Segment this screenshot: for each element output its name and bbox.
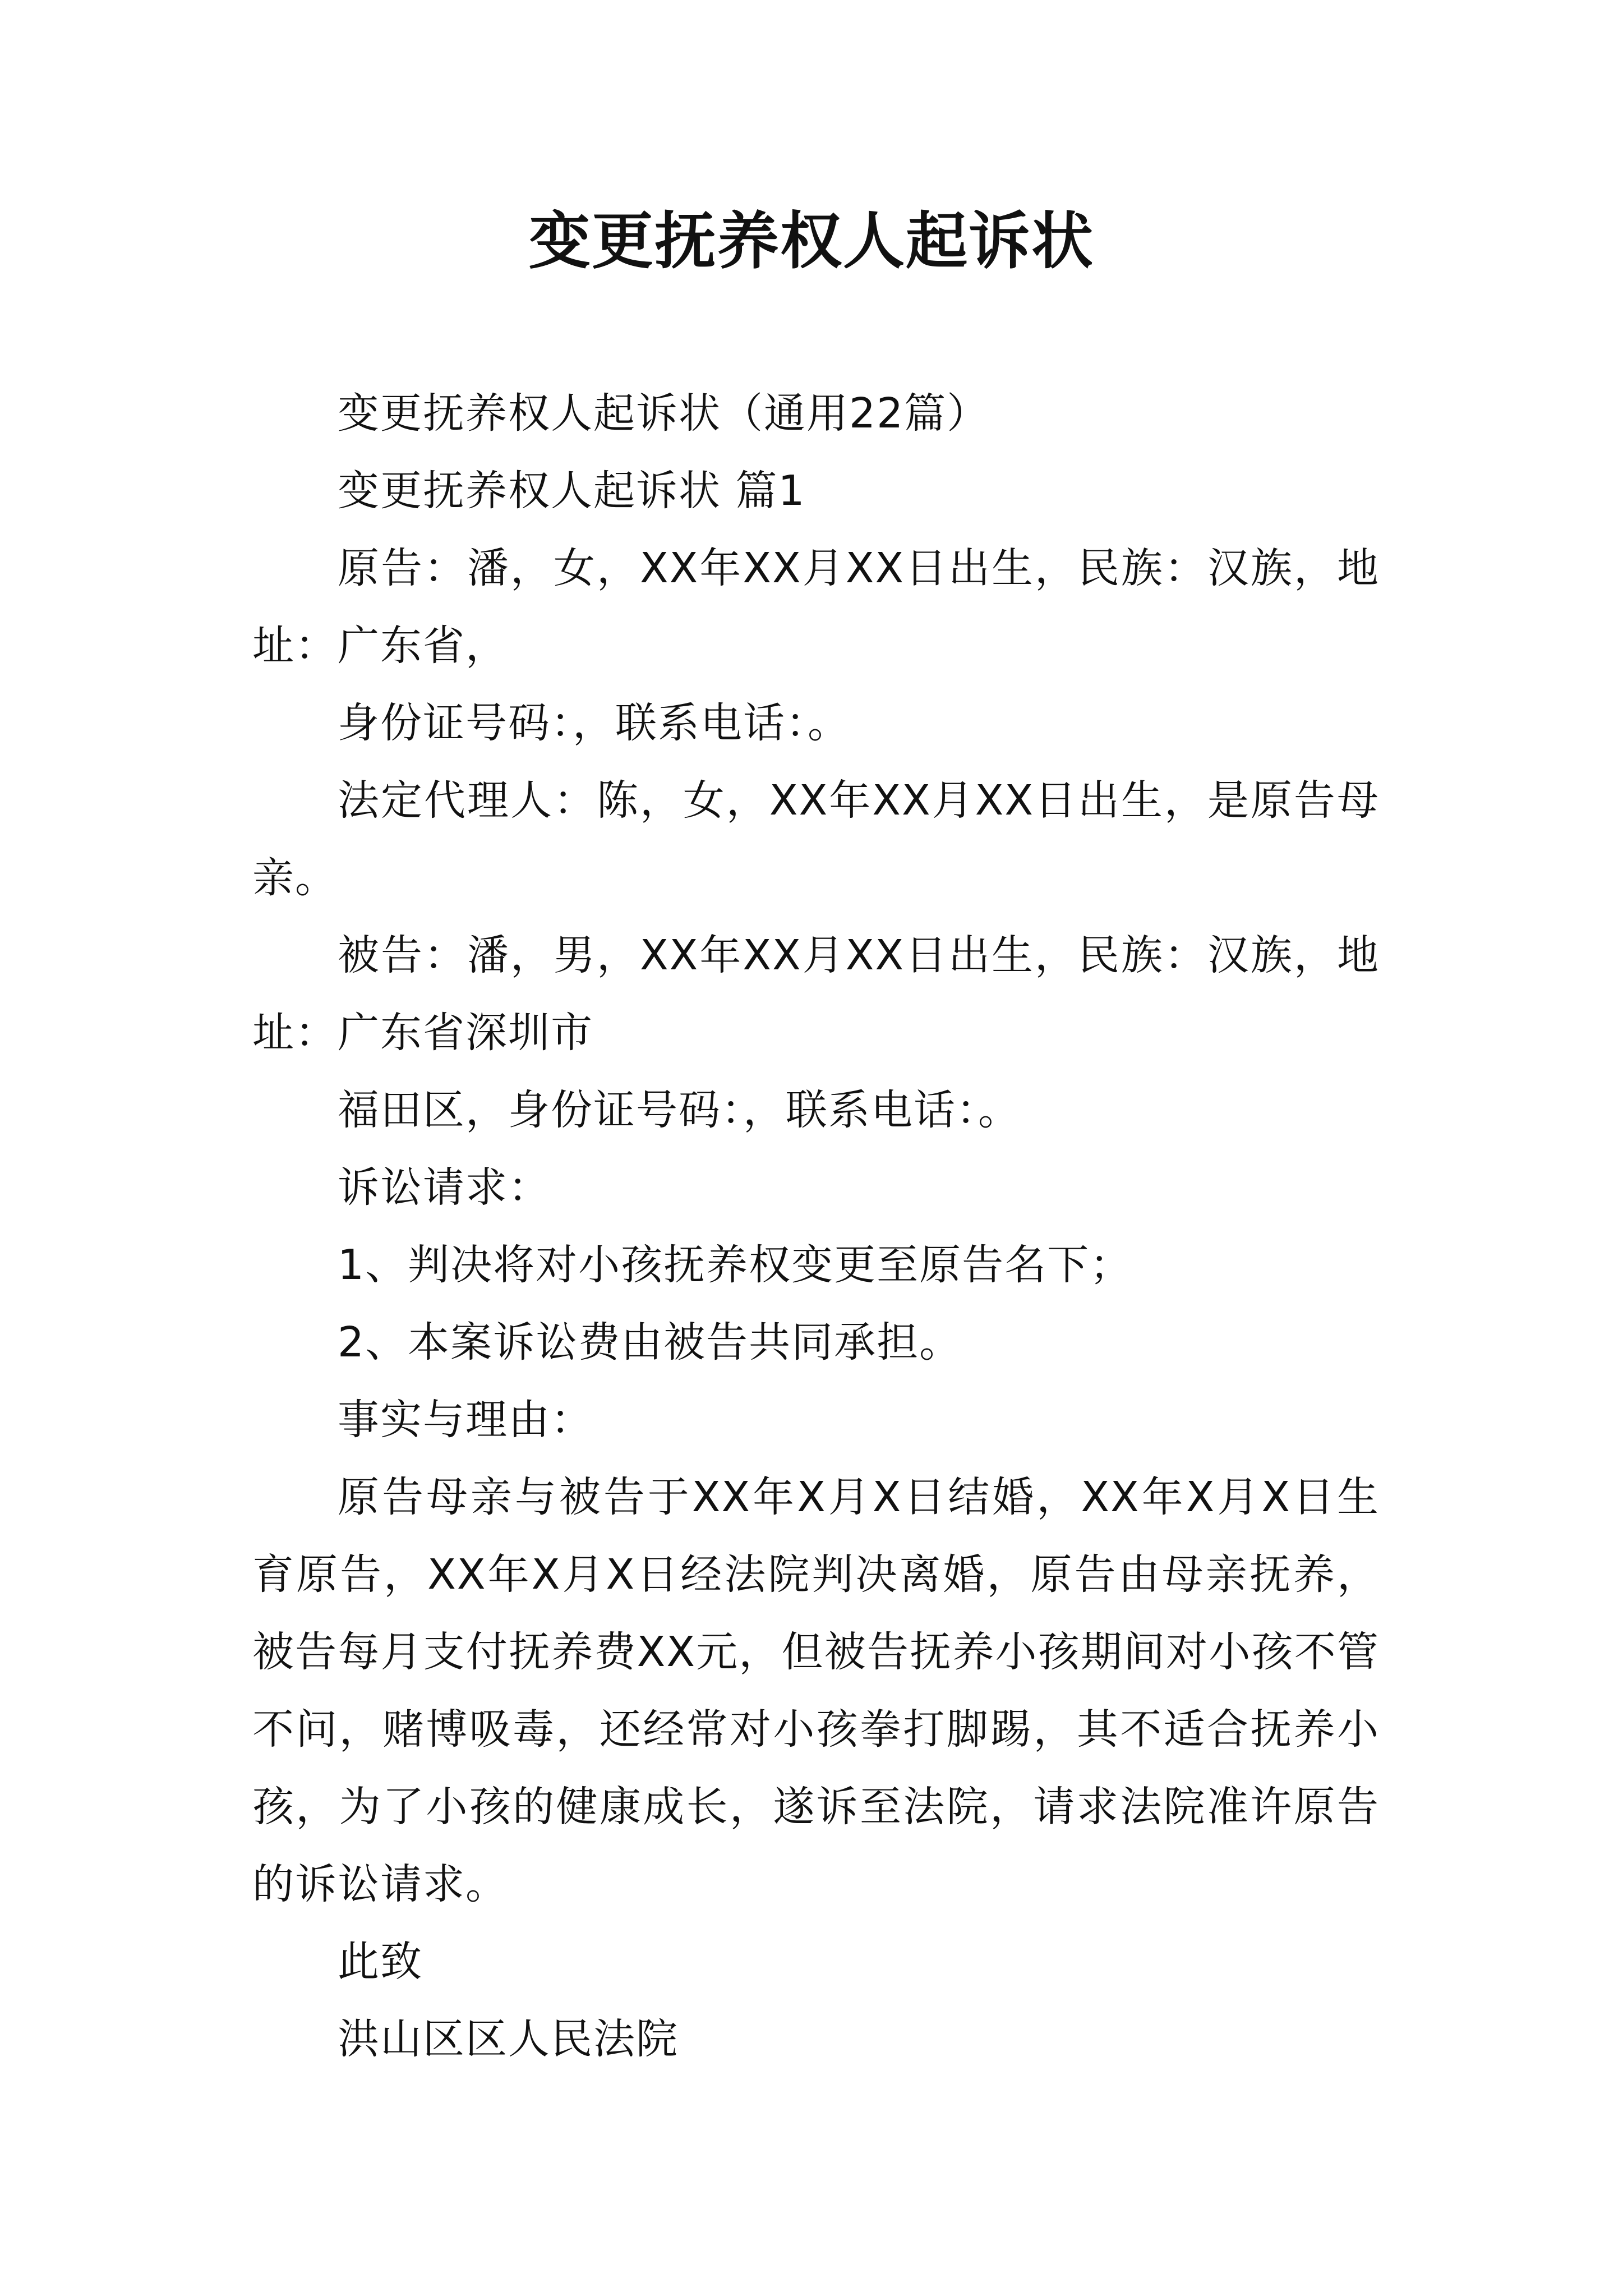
paragraph-salutation: 此致 <box>338 1938 423 1986</box>
document-title: 变更抚养权人起诉状 <box>529 205 1094 277</box>
paragraph-heading: 变更抚养权人起诉状（通用22篇） <box>338 389 990 438</box>
paragraph-legal-representative: 法定代理人：陈，女，XX年XX月XX日出生，是原告母亲。 <box>252 776 1380 902</box>
document-body <box>252 375 1380 2078</box>
paragraph-claim-1: 1、判决将对小孩抚养权变更至原告名下； <box>338 1241 1133 1289</box>
paragraph-claim-2: 2、本案诉讼费由被告共同承担。 <box>338 1318 962 1366</box>
paragraph-defendant-contact: 福田区，身份证号码：，联系电话：。 <box>338 1086 1021 1134</box>
paragraph-plaintiff-contact: 身份证号码：，联系电话：。 <box>338 699 850 747</box>
paragraph-claims-heading: 诉讼请求： <box>338 1163 551 1212</box>
paragraph-plaintiff: 原告：潘，女，XX年XX月XX日出生，民族：汉族，地址：广东省， <box>252 544 1380 670</box>
paragraph-court: 洪山区区人民法院 <box>338 2015 679 2063</box>
paragraph-facts-heading: 事实与理由： <box>338 1396 593 1444</box>
paragraph-facts: 原告母亲与被告于XX年X月X日结婚，XX年X月X日生育原告，XX年X月X日经法院判决离婚，原告由母亲抚养，被告每月支付抚养费XX元，但被告抚养小孩期间对小孩不管不问，赌博吸毒，还经常对小孩拳打脚踢，其不适合抚养小孩，为了小孩的健康成长，遂诉至法院，请求法院准许原告的诉讼请求。 <box>252 1473 1380 1908</box>
paragraph-section-title: 变更抚养权人起诉状 篇1 <box>338 467 806 515</box>
paragraph-defendant: 被告：潘，男，XX年XX月XX日出生，民族：汉族，地址：广东省深圳市 <box>252 931 1380 1057</box>
